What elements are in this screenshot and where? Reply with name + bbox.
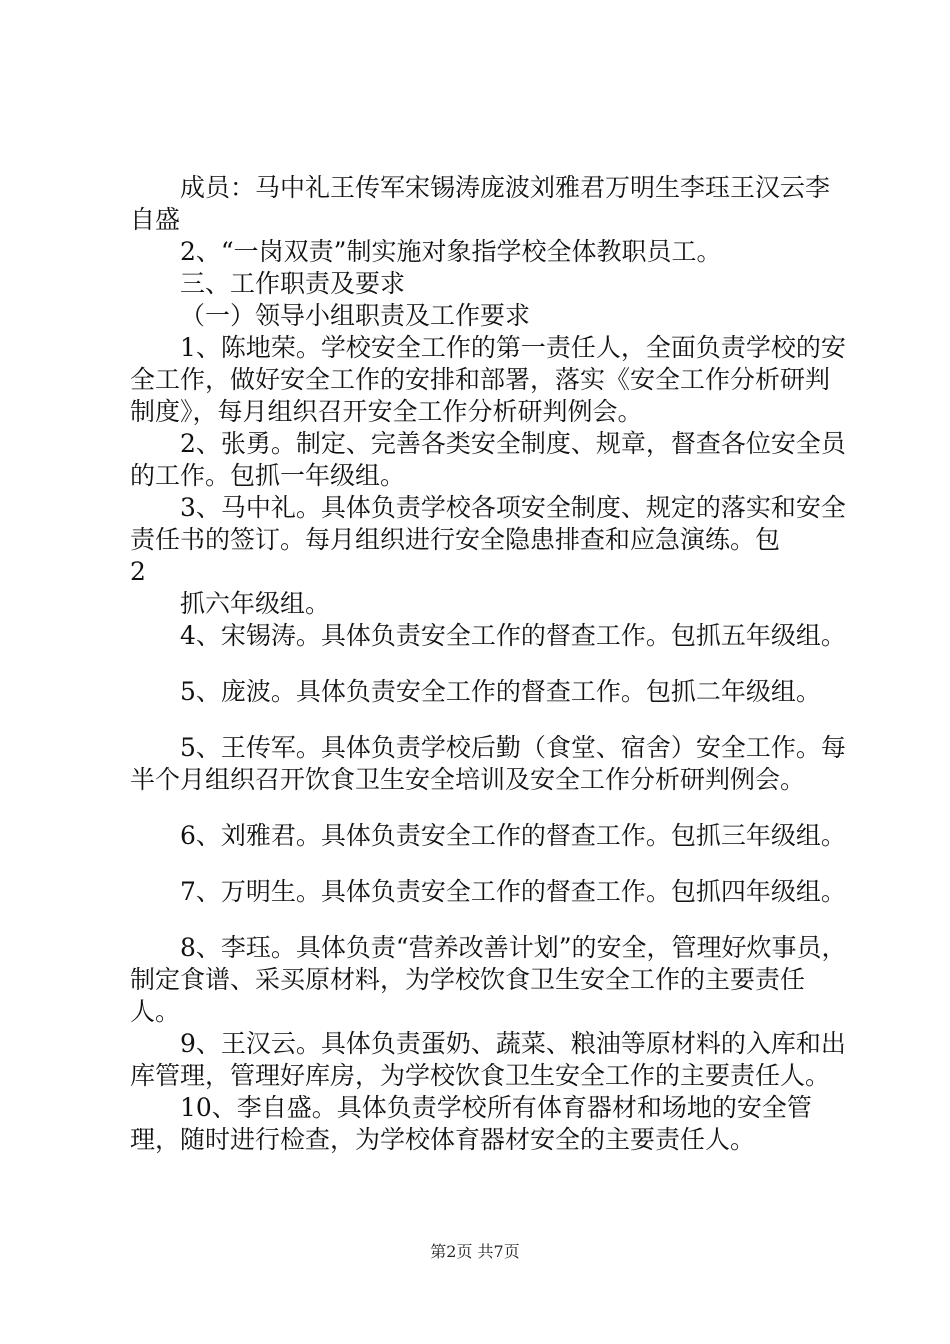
subsection-heading: （一）领导小组职责及工作要求 bbox=[180, 301, 531, 330]
duty-item: 10、李自盛。具体负责学校所有体育器材和场地的安全管理，随时进行检查，为学校体育器材安全的主要责任人。 bbox=[130, 1093, 812, 1154]
duty-item: 4、宋锡涛。具体负责安全工作的督查工作。包抓五年级组。 bbox=[180, 621, 846, 650]
duty-item: 5、庞波。具体负责安全工作的督查工作。包抓二年级组。 bbox=[180, 677, 821, 706]
duty-item-continued: 抓六年级组。 bbox=[180, 589, 331, 618]
duty-item: 2、张勇。制定、完善各类安全制度、规章，督查各位安全员的工作。包抓一年级组。 bbox=[130, 429, 846, 490]
page-indicator: 第2页 共7页 bbox=[430, 1242, 520, 1261]
duty-item: 5、王传军。具体负责学校后勤（食堂、宿舍）安全工作。每半个月组织召开饮食卫生安全培训及安全工作分析研判例会。 bbox=[130, 733, 846, 794]
paragraph-scope: 2、“一岗双责”制实施对象指学校全体教职员工。 bbox=[180, 237, 722, 266]
duty-item: 9、王汉云。具体负责蛋奶、蔬菜、粮油等原材料的入库和出库管理，管理好库房，为学校饮食卫生安全工作的主要责任人。 bbox=[130, 1029, 846, 1090]
duty-item: 8、李珏。具体负责“营养改善计划”的安全，管理好炊事员，制定食谱、采买原材料，为学校饮食卫生安全工作的主要责任人。 bbox=[130, 933, 847, 1026]
document-body bbox=[130, 172, 850, 1156]
page-number-inline: 2 bbox=[130, 557, 146, 586]
duty-item: 1、陈地荣。学校安全工作的第一责任人，全面负责学校的安全工作，做好安全工作的安排和部署，落实《安全工作分析研判制度》，每月组织召开安全工作分析研判例会。 bbox=[130, 333, 846, 426]
duty-item: 3、马中礼。具体负责学校各项安全制度、规定的落实和安全责任书的签订。每月组织进行安全隐患排查和应急演练。包 bbox=[130, 493, 846, 554]
section-heading: 三、工作职责及要求 bbox=[180, 269, 406, 298]
duty-item: 7、万明生。具体负责安全工作的督查工作。包抓四年级组。 bbox=[180, 877, 846, 906]
page-footer bbox=[0, 1242, 950, 1262]
paragraph-members: 成员：马中礼王传军宋锡涛庞波刘雅君万明生李珏王汉云李自盛 bbox=[130, 173, 831, 234]
duty-item: 6、刘雅君。具体负责安全工作的督查工作。包抓三年级组。 bbox=[180, 821, 846, 850]
